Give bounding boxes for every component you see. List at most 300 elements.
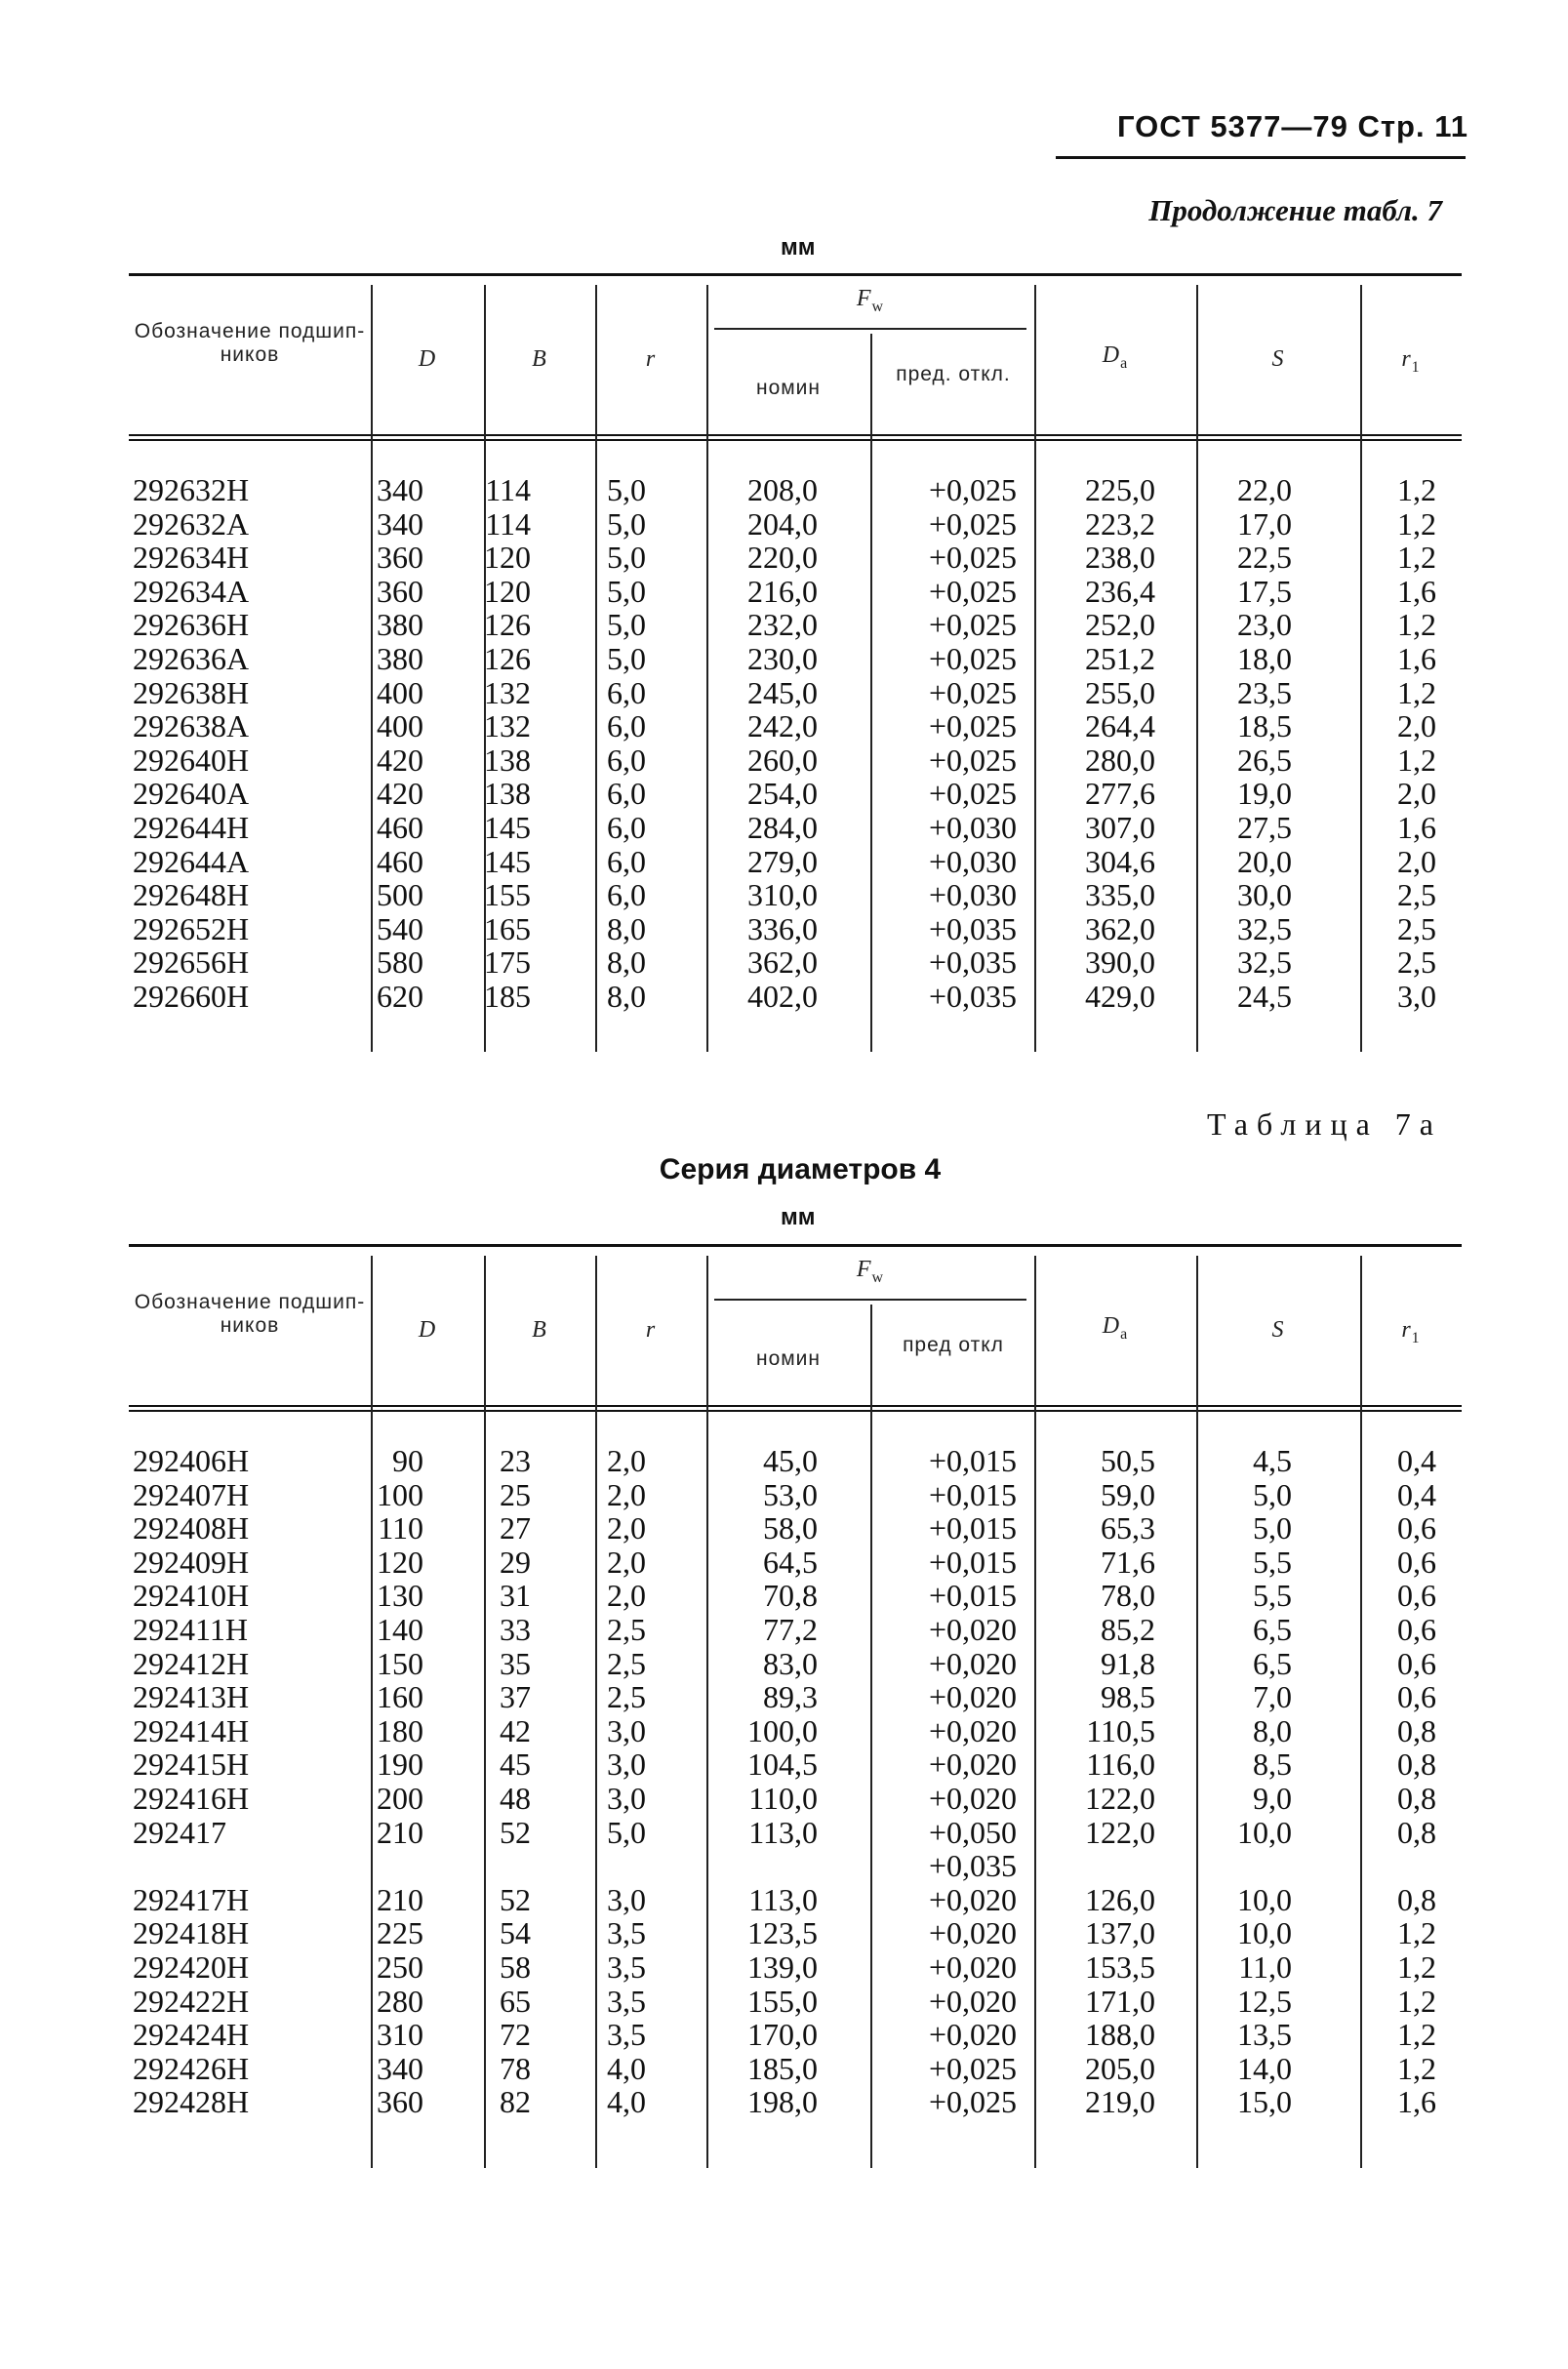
cell-B: 185 bbox=[484, 979, 531, 1014]
cell-s: 5,5 bbox=[1253, 1544, 1292, 1580]
cell-fw-nom: 123,5 bbox=[747, 1915, 818, 1951]
cell-D: 90 bbox=[392, 1443, 423, 1478]
cell-B: 175 bbox=[484, 944, 531, 981]
cell-r1: 1,6 bbox=[1397, 641, 1436, 676]
table-row bbox=[129, 473, 1462, 507]
cell-D: 225 bbox=[377, 1915, 423, 1951]
cell-s: 17,5 bbox=[1237, 573, 1292, 609]
table2-header-r1-sub: 1 bbox=[1411, 1329, 1421, 1346]
cell-fw-dev: +0,025 bbox=[928, 2084, 1017, 2120]
cell-fw-nom: 279,0 bbox=[747, 843, 818, 879]
cell-fw-dev: +0,025 bbox=[928, 776, 1017, 812]
table1-header-Da-main: D bbox=[1102, 342, 1121, 368]
table1-header-Fw-nom: номин bbox=[755, 377, 822, 399]
table1-header-Da-sub: a bbox=[1120, 354, 1129, 372]
cell-designation: 292634A bbox=[133, 573, 250, 609]
cell-r: 8,0 bbox=[607, 944, 646, 981]
cell-designation: 292424H bbox=[133, 2017, 250, 2053]
cell-r: 3,0 bbox=[607, 1881, 646, 1917]
table-row bbox=[129, 743, 1462, 778]
cell-r1: 2,0 bbox=[1397, 776, 1436, 812]
cell-designation: 292634H bbox=[133, 540, 250, 576]
cell-da: 122,0 bbox=[1085, 1814, 1155, 1850]
cell-fw-nom: 284,0 bbox=[747, 810, 818, 845]
cell-r1: 1,6 bbox=[1397, 573, 1436, 609]
cell-designation: 292413H bbox=[133, 1679, 250, 1715]
table-row bbox=[129, 608, 1462, 642]
cell-s: 6,5 bbox=[1253, 1645, 1292, 1681]
cell-fw-nom: 260,0 bbox=[747, 742, 818, 778]
cell-r1: 0,6 bbox=[1397, 1645, 1436, 1681]
cell-D: 400 bbox=[377, 674, 423, 710]
table2-top-rule bbox=[129, 1244, 1462, 1247]
cell-da: 205,0 bbox=[1085, 2050, 1155, 2086]
cell-da: 137,0 bbox=[1085, 1915, 1155, 1951]
cell-fw-nom: 402,0 bbox=[747, 979, 818, 1014]
table2-header-Fw-nom: номин bbox=[755, 1347, 822, 1370]
cell-da: 277,6 bbox=[1085, 776, 1155, 812]
cell-r: 5,0 bbox=[607, 1814, 646, 1850]
cell-fw-nom: 70,8 bbox=[763, 1578, 818, 1614]
cell-fw-nom: 104,5 bbox=[747, 1747, 818, 1783]
cell-da: 223,2 bbox=[1085, 505, 1155, 542]
cell-r1: 1,2 bbox=[1397, 2050, 1436, 2086]
cell-B: 29 bbox=[500, 1544, 531, 1580]
cell-B: 132 bbox=[484, 674, 531, 710]
cell-r: 2,0 bbox=[607, 1476, 646, 1512]
table2-header-Da-main: D bbox=[1102, 1313, 1121, 1339]
table-row bbox=[129, 2052, 1462, 2086]
cell-r1: 1,2 bbox=[1397, 540, 1436, 576]
cell-r: 6,0 bbox=[607, 708, 646, 744]
cell-r: 3,5 bbox=[607, 1915, 646, 1951]
cell-s: 24,5 bbox=[1237, 979, 1292, 1014]
cell-D: 380 bbox=[377, 607, 423, 643]
cell-B: 42 bbox=[500, 1712, 531, 1748]
table1-header-D: D bbox=[418, 346, 437, 372]
cell-fw-nom: 110,0 bbox=[748, 1781, 818, 1816]
cell-D: 400 bbox=[377, 708, 423, 744]
cell-r: 2,5 bbox=[607, 1612, 646, 1647]
cell-s: 30,0 bbox=[1237, 877, 1292, 913]
table1-header-Da bbox=[1034, 343, 1196, 376]
cell-r1: 0,4 bbox=[1397, 1476, 1436, 1512]
cell-fw-dev: +0,020 bbox=[928, 1712, 1017, 1748]
table-row bbox=[129, 1647, 1462, 1681]
cell-s: 7,0 bbox=[1253, 1679, 1292, 1715]
cell-r: 6,0 bbox=[607, 742, 646, 778]
cell-designation: 292418H bbox=[133, 1915, 250, 1951]
cell-r: 6,0 bbox=[607, 674, 646, 710]
table-row bbox=[129, 575, 1462, 609]
table2-header-Fw bbox=[706, 1258, 1034, 1290]
cell-fw-nom: 216,0 bbox=[747, 573, 818, 609]
cell-designation: 292417H bbox=[133, 1881, 250, 1917]
cell-s: 8,0 bbox=[1253, 1712, 1292, 1748]
cell-designation: 292638A bbox=[133, 708, 250, 744]
cell-r: 3,5 bbox=[607, 1983, 646, 2019]
table-row bbox=[129, 1985, 1462, 2019]
cell-B: 72 bbox=[500, 2017, 531, 2053]
cell-r1: 0,6 bbox=[1397, 1544, 1436, 1580]
cell-s: 26,5 bbox=[1237, 742, 1292, 778]
cell-D: 340 bbox=[377, 472, 423, 507]
cell-s: 5,5 bbox=[1253, 1578, 1292, 1614]
cell-s: 8,5 bbox=[1253, 1747, 1292, 1783]
cell-fw-dev: +0,050 bbox=[928, 1814, 1017, 1850]
cell-B: 52 bbox=[500, 1814, 531, 1850]
cell-r: 3,5 bbox=[607, 2017, 646, 2053]
cell-designation: 292412H bbox=[133, 1645, 250, 1681]
cell-fw-dev: +0,025 bbox=[928, 674, 1017, 710]
cell-r: 2,5 bbox=[607, 1679, 646, 1715]
cell-s: 23,5 bbox=[1237, 674, 1292, 710]
cell-r1: 1,6 bbox=[1397, 2084, 1436, 2120]
cell-r: 3,0 bbox=[607, 1712, 646, 1748]
cell-fw-dev: +0,015 bbox=[928, 1544, 1017, 1580]
cell-da: 219,0 bbox=[1085, 2084, 1155, 2120]
cell-r: 4,0 bbox=[607, 2050, 646, 2086]
cell-fw-dev: +0,020 bbox=[928, 1612, 1017, 1647]
cell-fw-dev: +0,025 bbox=[928, 708, 1017, 744]
cell-s: 19,0 bbox=[1237, 776, 1292, 812]
cell-r1: 2,0 bbox=[1397, 708, 1436, 744]
cell-r: 5,0 bbox=[607, 573, 646, 609]
table-continuation-label: Продолжение табл. 7 bbox=[1148, 193, 1442, 227]
cell-s: 14,0 bbox=[1237, 2050, 1292, 2086]
cell-fw-dev: +0,025 bbox=[928, 505, 1017, 542]
table1-header-r1-sub: 1 bbox=[1411, 358, 1421, 376]
table2-units: мм bbox=[781, 1204, 816, 1230]
table2-header-D: D bbox=[418, 1317, 437, 1343]
table1-header-Fw-main: F bbox=[856, 286, 872, 311]
cell-B: 145 bbox=[484, 810, 531, 845]
cell-fw-dev: +0,035 bbox=[928, 979, 1017, 1014]
cell-fw-nom: 230,0 bbox=[747, 641, 818, 676]
table2-header-S: S bbox=[1271, 1317, 1285, 1343]
cell-da: 255,0 bbox=[1085, 674, 1155, 710]
cell-s: 15,0 bbox=[1237, 2084, 1292, 2120]
table1-units: мм bbox=[781, 234, 816, 261]
table-row bbox=[129, 1478, 1462, 1512]
cell-designation: 292428H bbox=[133, 2084, 250, 2120]
cell-r1: 0,8 bbox=[1397, 1881, 1436, 1917]
cell-B: 48 bbox=[500, 1781, 531, 1816]
cell-r1: 1,2 bbox=[1397, 674, 1436, 710]
cell-da: 122,0 bbox=[1085, 1781, 1155, 1816]
cell-da: 65,3 bbox=[1101, 1510, 1155, 1546]
table-row bbox=[129, 2018, 1462, 2052]
cell-da: 171,0 bbox=[1085, 1983, 1155, 2019]
cell-fw-nom: 100,0 bbox=[747, 1712, 818, 1748]
cell-D: 160 bbox=[377, 1679, 423, 1715]
cell-designation: 292406H bbox=[133, 1443, 250, 1478]
cell-s: 4,5 bbox=[1253, 1443, 1292, 1478]
cell-da: 59,0 bbox=[1101, 1476, 1155, 1512]
cell-D: 180 bbox=[377, 1712, 423, 1748]
table1-header-rule bbox=[129, 434, 1462, 441]
cell-designation: 292652H bbox=[133, 910, 250, 946]
cell-fw-dev: +0,035 bbox=[928, 944, 1017, 981]
cell-da: 252,0 bbox=[1085, 607, 1155, 643]
cell-designation: 292416H bbox=[133, 1781, 250, 1816]
cell-D: 110 bbox=[378, 1510, 423, 1546]
cell-fw-dev: +0,025 bbox=[928, 573, 1017, 609]
cell-s: 22,5 bbox=[1237, 540, 1292, 576]
cell-r: 6,0 bbox=[607, 877, 646, 913]
cell-D: 360 bbox=[377, 540, 423, 576]
cell-B: 65 bbox=[500, 1983, 531, 2019]
cell-fw-dev: +0,015 bbox=[928, 1476, 1017, 1512]
cell-D: 190 bbox=[377, 1747, 423, 1783]
cell-D: 280 bbox=[377, 1983, 423, 2019]
cell-r1: 1,2 bbox=[1397, 472, 1436, 507]
table1-header-Fw-sub: w bbox=[871, 298, 885, 315]
table-row bbox=[129, 1816, 1462, 1850]
cell-r1: 2,5 bbox=[1397, 877, 1436, 913]
table1-header-r: r bbox=[645, 346, 657, 372]
cell-designation: 292414H bbox=[133, 1712, 250, 1748]
table2-subtitle: Серия диаметров 4 bbox=[659, 1153, 942, 1185]
cell-fw-nom: 336,0 bbox=[747, 910, 818, 946]
cell-fw-nom: 113,0 bbox=[748, 1814, 818, 1850]
table2-header-r: r bbox=[645, 1317, 657, 1343]
header-rule bbox=[1056, 156, 1466, 159]
cell-r1: 1,2 bbox=[1397, 1983, 1436, 2019]
cell-fw-nom: 45,0 bbox=[763, 1443, 818, 1478]
cell-designation: 292411H bbox=[133, 1612, 248, 1647]
cell-fw-nom: 204,0 bbox=[747, 505, 818, 542]
cell-da: 91,8 bbox=[1101, 1645, 1155, 1681]
cell-fw-nom: 362,0 bbox=[747, 944, 818, 981]
cell-da: 98,5 bbox=[1101, 1679, 1155, 1715]
cell-designation: 292636H bbox=[133, 607, 250, 643]
cell-s: 9,0 bbox=[1253, 1781, 1292, 1816]
table2-header-Da-sub: a bbox=[1120, 1325, 1129, 1343]
cell-fw-dev: +0,030 bbox=[928, 877, 1017, 913]
cell-r1: 1,2 bbox=[1397, 505, 1436, 542]
cell-D: 140 bbox=[377, 1612, 423, 1647]
cell-r1: 0,6 bbox=[1397, 1510, 1436, 1546]
cell-da: 307,0 bbox=[1085, 810, 1155, 845]
cell-r: 3,0 bbox=[607, 1781, 646, 1816]
table1 bbox=[129, 273, 1462, 1064]
cell-da: 390,0 bbox=[1085, 944, 1155, 981]
cell-da: 71,6 bbox=[1101, 1544, 1155, 1580]
cell-r: 5,0 bbox=[607, 540, 646, 576]
cell-fw-nom: 139,0 bbox=[747, 1949, 818, 1985]
cell-D: 150 bbox=[377, 1645, 423, 1681]
cell-r1: 0,8 bbox=[1397, 1712, 1436, 1748]
cell-designation: 292660H bbox=[133, 979, 250, 1014]
cell-fw-dev: +0,030 bbox=[928, 843, 1017, 879]
cell-fw-dev: +0,025 bbox=[928, 472, 1017, 507]
cell-r: 8,0 bbox=[607, 910, 646, 946]
cell-s: 12,5 bbox=[1237, 1983, 1292, 2019]
cell-da: 116,0 bbox=[1086, 1747, 1155, 1783]
cell-fw-dev: +0,020 bbox=[928, 1915, 1017, 1951]
cell-designation: 292632H bbox=[133, 472, 250, 507]
cell-fw-dev: +0,030 bbox=[928, 810, 1017, 845]
cell-fw-dev: +0,020 bbox=[928, 1679, 1017, 1715]
table-row bbox=[129, 1849, 1462, 1883]
cell-r1: 0,8 bbox=[1397, 1814, 1436, 1850]
cell-fw-nom: 310,0 bbox=[747, 877, 818, 913]
table-row bbox=[129, 1782, 1462, 1816]
cell-fw-nom: 220,0 bbox=[747, 540, 818, 576]
cell-s: 6,5 bbox=[1253, 1612, 1292, 1647]
table-row bbox=[129, 1747, 1462, 1782]
cell-fw-dev: +0,025 bbox=[928, 540, 1017, 576]
cell-da: 126,0 bbox=[1085, 1881, 1155, 1917]
cell-r: 2,5 bbox=[607, 1645, 646, 1681]
cell-r: 2,0 bbox=[607, 1443, 646, 1478]
cell-s: 20,0 bbox=[1237, 843, 1292, 879]
table-row bbox=[129, 777, 1462, 811]
table-row bbox=[129, 709, 1462, 743]
cell-D: 210 bbox=[377, 1881, 423, 1917]
cell-s: 5,0 bbox=[1253, 1476, 1292, 1512]
cell-designation: 292410H bbox=[133, 1578, 250, 1614]
cell-r: 2,0 bbox=[607, 1578, 646, 1614]
table1-fw-subrule bbox=[714, 328, 1026, 330]
cell-da: 50,5 bbox=[1101, 1443, 1155, 1478]
cell-D: 360 bbox=[377, 2084, 423, 2120]
cell-fw-nom: 245,0 bbox=[747, 674, 818, 710]
table1-header-r1-main: r bbox=[1401, 346, 1412, 372]
cell-fw-nom: 185,0 bbox=[747, 2050, 818, 2086]
cell-s: 32,5 bbox=[1237, 910, 1292, 946]
cell-B: 114 bbox=[485, 472, 531, 507]
cell-r: 5,0 bbox=[607, 472, 646, 507]
table-row bbox=[129, 1579, 1462, 1613]
table-row bbox=[129, 1444, 1462, 1478]
cell-r1: 1,6 bbox=[1397, 810, 1436, 845]
cell-designation: 292407H bbox=[133, 1476, 250, 1512]
cell-fw-dev: +0,035 bbox=[928, 1848, 1017, 1884]
cell-r1: 1,2 bbox=[1397, 1949, 1436, 1985]
table2-fw-subrule bbox=[714, 1299, 1026, 1301]
cell-designation: 292409H bbox=[133, 1544, 250, 1580]
cell-B: 138 bbox=[484, 742, 531, 778]
table2-header-Fw-sub: w bbox=[871, 1268, 885, 1286]
table-row bbox=[129, 1546, 1462, 1580]
cell-D: 460 bbox=[377, 843, 423, 879]
cell-fw-dev: +0,020 bbox=[928, 2017, 1017, 2053]
cell-r1: 3,0 bbox=[1397, 979, 1436, 1014]
cell-designation: 292640A bbox=[133, 776, 250, 812]
cell-fw-nom: 58,0 bbox=[763, 1510, 818, 1546]
table-row bbox=[129, 2085, 1462, 2119]
cell-D: 120 bbox=[377, 1544, 423, 1580]
cell-s: 22,0 bbox=[1237, 472, 1292, 507]
cell-r: 6,0 bbox=[607, 810, 646, 845]
cell-s: 11,0 bbox=[1238, 1949, 1292, 1985]
cell-designation: 292426H bbox=[133, 2050, 250, 2086]
cell-fw-dev: +0,020 bbox=[928, 1983, 1017, 2019]
cell-r: 5,0 bbox=[607, 505, 646, 542]
cell-fw-nom: 254,0 bbox=[747, 776, 818, 812]
cell-B: 126 bbox=[484, 607, 531, 643]
page-header: ГОСТ 5377—79 Стр. 11 bbox=[1116, 109, 1468, 143]
cell-fw-dev: +0,015 bbox=[928, 1510, 1017, 1546]
cell-da: 85,2 bbox=[1101, 1612, 1155, 1647]
table-row bbox=[129, 1613, 1462, 1647]
table1-header-name: Обозначение подшип- ников bbox=[134, 320, 366, 366]
cell-B: 132 bbox=[484, 708, 531, 744]
cell-r: 6,0 bbox=[607, 776, 646, 812]
cell-s: 18,0 bbox=[1237, 641, 1292, 676]
cell-da: 236,4 bbox=[1085, 573, 1155, 609]
table-row bbox=[129, 1680, 1462, 1714]
table2-header-B: B bbox=[532, 1317, 547, 1343]
cell-fw-dev: +0,020 bbox=[928, 1781, 1017, 1816]
cell-B: 82 bbox=[500, 2084, 531, 2120]
cell-designation: 292656H bbox=[133, 944, 250, 981]
cell-B: 145 bbox=[484, 843, 531, 879]
cell-r: 6,0 bbox=[607, 843, 646, 879]
table1-top-rule bbox=[129, 273, 1462, 276]
cell-s: 10,0 bbox=[1237, 1881, 1292, 1917]
cell-r: 4,0 bbox=[607, 2084, 646, 2120]
cell-fw-nom: 170,0 bbox=[747, 2017, 818, 2053]
cell-D: 340 bbox=[377, 2050, 423, 2086]
cell-B: 35 bbox=[500, 1645, 531, 1681]
cell-da: 335,0 bbox=[1085, 877, 1155, 913]
cell-r: 2,0 bbox=[607, 1544, 646, 1580]
cell-B: 138 bbox=[484, 776, 531, 812]
cell-r1: 2,0 bbox=[1397, 843, 1436, 879]
cell-designation: 292415H bbox=[133, 1747, 250, 1783]
table2-number: Таблица 7а bbox=[1206, 1106, 1442, 1142]
cell-s: 18,5 bbox=[1237, 708, 1292, 744]
cell-da: 238,0 bbox=[1085, 540, 1155, 576]
cell-D: 200 bbox=[377, 1781, 423, 1816]
cell-s: 10,0 bbox=[1237, 1915, 1292, 1951]
table-row bbox=[129, 1916, 1462, 1950]
cell-fw-nom: 113,0 bbox=[748, 1881, 818, 1917]
cell-B: 165 bbox=[484, 910, 531, 946]
table1-header-B: B bbox=[532, 346, 547, 372]
cell-da: 304,6 bbox=[1085, 843, 1155, 879]
cell-designation: 292644H bbox=[133, 810, 250, 845]
cell-fw-dev: +0,020 bbox=[928, 1645, 1017, 1681]
cell-designation: 292640H bbox=[133, 742, 250, 778]
cell-designation: 292417 bbox=[133, 1814, 226, 1850]
cell-fw-nom: 242,0 bbox=[747, 708, 818, 744]
cell-D: 100 bbox=[377, 1476, 423, 1512]
table-row bbox=[129, 642, 1462, 676]
cell-da: 251,2 bbox=[1085, 641, 1155, 676]
cell-B: 54 bbox=[500, 1915, 531, 1951]
cell-designation: 292644A bbox=[133, 843, 250, 879]
cell-da: 153,5 bbox=[1085, 1949, 1155, 1985]
cell-B: 58 bbox=[500, 1949, 531, 1985]
cell-B: 31 bbox=[500, 1578, 531, 1614]
table-row bbox=[129, 980, 1462, 1014]
cell-r1: 1,2 bbox=[1397, 607, 1436, 643]
cell-r1: 2,5 bbox=[1397, 944, 1436, 981]
cell-s: 17,0 bbox=[1237, 505, 1292, 542]
cell-B: 23 bbox=[500, 1443, 531, 1478]
table-row bbox=[129, 912, 1462, 946]
cell-r1: 2,5 bbox=[1397, 910, 1436, 946]
cell-D: 380 bbox=[377, 641, 423, 676]
table2-header-name: Обозначение подшип- ников bbox=[134, 1291, 366, 1337]
cell-da: 110,5 bbox=[1086, 1712, 1155, 1748]
cell-B: 45 bbox=[500, 1747, 531, 1783]
cell-fw-dev: +0,025 bbox=[928, 742, 1017, 778]
